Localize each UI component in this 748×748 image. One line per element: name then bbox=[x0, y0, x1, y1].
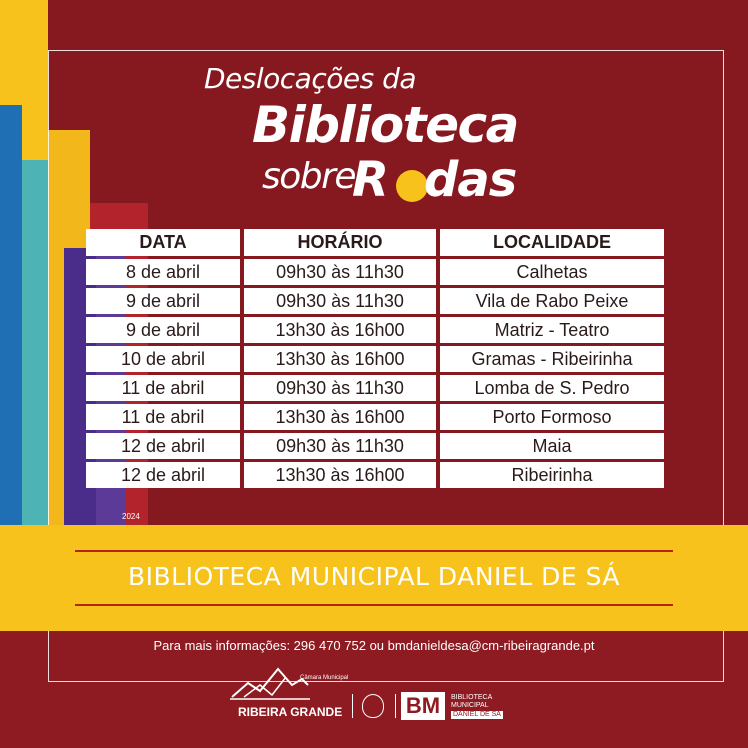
bm-line2: MUNICIPAL bbox=[451, 702, 489, 709]
cell-time: 09h30 às 11h30 bbox=[244, 288, 436, 314]
cell-time: 13h30 às 16h00 bbox=[244, 404, 436, 430]
cell-date: 9 de abril bbox=[86, 317, 240, 343]
camara-logo bbox=[228, 665, 348, 721]
band-line-top bbox=[75, 550, 673, 552]
camara-small-text: Câmara Municipal bbox=[300, 675, 349, 681]
cell-location: Calhetas bbox=[440, 259, 664, 285]
cell-time: 13h30 às 16h00 bbox=[244, 317, 436, 343]
cell-date: 11 de abril bbox=[86, 375, 240, 401]
cell-date: 10 de abril bbox=[86, 346, 240, 372]
cell-location: Maia bbox=[440, 433, 664, 459]
cell-time: 13h30 às 16h00 bbox=[244, 462, 436, 488]
title-rodas-r: R bbox=[352, 152, 388, 208]
cell-date: 11 de abril bbox=[86, 404, 240, 430]
cell-time: 13h30 às 16h00 bbox=[244, 346, 436, 372]
cell-location: Gramas - Ribeirinha bbox=[440, 346, 664, 372]
cell-date: 12 de abril bbox=[86, 433, 240, 459]
table-header-row bbox=[86, 229, 664, 256]
coat-of-arms-icon bbox=[362, 694, 384, 718]
table-row bbox=[86, 259, 664, 285]
title-sobre: sobre bbox=[262, 156, 356, 197]
header-localidade: LOCALIDADE bbox=[440, 229, 664, 256]
bm-text bbox=[451, 694, 503, 719]
mountain-logo-icon bbox=[230, 665, 310, 701]
table-row bbox=[86, 433, 664, 459]
cell-location: Vila de Rabo Peixe bbox=[440, 288, 664, 314]
bm-logo bbox=[401, 692, 445, 720]
library-name: BIBLIOTECA MUNICIPAL DANIEL DE SÁ bbox=[127, 562, 621, 591]
title-line2: Biblioteca bbox=[252, 96, 518, 154]
schedule-table bbox=[82, 226, 668, 491]
contact-info: Para mais informações: 296 470 752 ou bmdanieldesa@cm-ribeiragrande.pt bbox=[153, 638, 595, 653]
divider-1 bbox=[352, 694, 353, 718]
bm-mark: BM bbox=[405, 693, 441, 718]
cell-date: 8 de abril bbox=[86, 259, 240, 285]
cell-time: 09h30 às 11h30 bbox=[244, 375, 436, 401]
camara-big-text: RIBEIRA GRANDE bbox=[238, 705, 343, 719]
cell-location: Ribeirinha bbox=[440, 462, 664, 488]
cell-location: Porto Formoso bbox=[440, 404, 664, 430]
title-rodas-rest: das bbox=[423, 152, 517, 208]
cell-location: Lomba de S. Pedro bbox=[440, 375, 664, 401]
book-blue bbox=[0, 105, 22, 525]
table-row bbox=[86, 375, 664, 401]
bm-line3: DANIEL DE SÁ bbox=[453, 711, 501, 718]
cell-location: Matriz - Teatro bbox=[440, 317, 664, 343]
title-rodas bbox=[352, 152, 516, 208]
table-row bbox=[86, 404, 664, 430]
year-label: 2024 bbox=[122, 512, 140, 521]
divider-2 bbox=[395, 694, 396, 718]
header-data: DATA bbox=[86, 229, 240, 256]
table-row bbox=[86, 346, 664, 372]
cell-time: 09h30 às 11h30 bbox=[244, 433, 436, 459]
table-row bbox=[86, 317, 664, 343]
band-line-bottom bbox=[75, 604, 673, 606]
cell-date: 9 de abril bbox=[86, 288, 240, 314]
bm-line1: BIBLIOTECA bbox=[451, 694, 493, 701]
title-line1: Deslocações da bbox=[204, 62, 417, 95]
table-row bbox=[86, 462, 664, 488]
cell-time: 09h30 às 11h30 bbox=[244, 259, 436, 285]
cell-date: 12 de abril bbox=[86, 462, 240, 488]
header-horario: HORÁRIO bbox=[244, 229, 436, 256]
table-row bbox=[86, 288, 664, 314]
